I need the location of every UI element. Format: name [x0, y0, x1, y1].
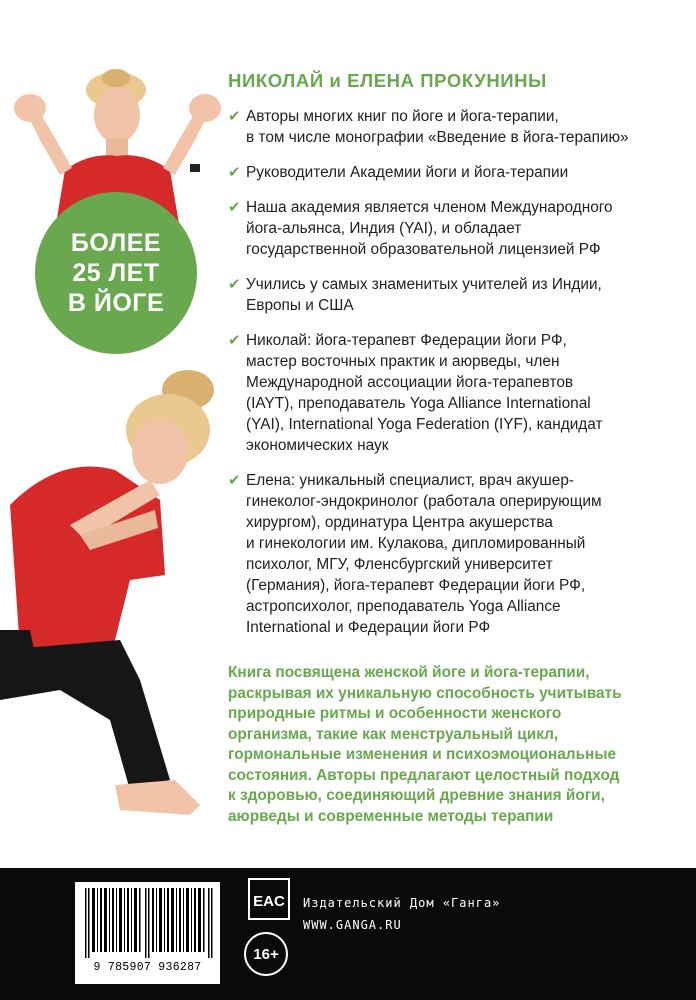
- bullet-line: Руководители Академии йоги и йога-терапии: [246, 164, 569, 181]
- footer-bar: [0, 868, 696, 1000]
- author-photo-elena-pose: [0, 360, 240, 840]
- authors-title: НИКОЛАЙ и ЕЛЕНА ПРОКУНИНЫ: [228, 70, 547, 91]
- bullet-line: Николай: йога-терапевт Федерации йоги РФ,: [246, 332, 567, 349]
- bullet-item: [228, 470, 676, 638]
- bullet-line: гинеколог-эндокринолог (работала оперирующим: [246, 493, 602, 510]
- description-line: Книга посвящена женской йоге и йога-терапии,: [228, 664, 590, 681]
- publisher-url: WWW.GANGA.RU: [303, 918, 402, 932]
- bullet-line: психолог, МГУ, Фленсбургский университет: [246, 556, 553, 573]
- bullet-line: Учились у самых знаменитых учителей из Индии,: [246, 276, 602, 293]
- publisher-info: [303, 892, 500, 936]
- bullet-item: [228, 197, 676, 260]
- description-line: к здоровью, соединяющий древние знания йоги,: [228, 787, 605, 804]
- bullet-line: Международной ассоциации йога-терапевтов: [246, 374, 574, 391]
- bullet-line: экономических наук: [246, 437, 389, 454]
- description-line: раскрывая их уникальную способность учитывать: [228, 684, 622, 702]
- bullet-line: (Германия), йога-терапевт Федерации йоги РФ,: [246, 577, 586, 594]
- bullet-line: в том числе монографии «Введение в йога-терапию»: [246, 129, 629, 146]
- bullet-line: (YAI), International Yoga Federation (IYF), кандидат: [246, 416, 603, 433]
- bullet-line: йога-альянса, Индия (YAI), и обладает: [246, 220, 522, 237]
- check-icon: ✔: [228, 472, 241, 489]
- description-line: гормональные изменения и психоэмоциональные: [228, 746, 617, 763]
- bullet-line: Елена: уникальный специалист, врач акушер-: [246, 472, 575, 489]
- check-icon: ✔: [228, 332, 241, 349]
- description-line: организма, такие как менструальный цикл,: [228, 725, 559, 743]
- experience-badge: [35, 192, 197, 354]
- check-icon: ✔: [228, 108, 241, 125]
- bullet-line: хирургом), ординатура Центра акушерства: [246, 514, 553, 531]
- check-icon: ✔: [228, 199, 241, 216]
- bullet-item: [228, 274, 676, 316]
- barcode-icon: [85, 888, 213, 958]
- bullet-line: и гинекологии им. Кулакова, дипломированный: [246, 535, 586, 552]
- eac-certification-icon: [248, 878, 290, 920]
- isbn-digits: 9 785907 936287: [93, 961, 202, 974]
- authors-bullet-list: [228, 106, 676, 638]
- eac-label: EAC: [253, 893, 285, 910]
- bullet-line: Наша академия является членом Международного: [246, 199, 613, 216]
- publisher-name: Издательский Дом «Ганга»: [303, 896, 501, 910]
- bullet-line: мастер восточных практик и аюрведы, член: [246, 353, 560, 370]
- bullet-item: [228, 330, 676, 456]
- authors-section: [228, 70, 676, 652]
- check-icon: ✔: [228, 276, 241, 293]
- book-description: [228, 663, 678, 827]
- bullet-line: (IAYT), преподаватель Yoga Alliance International: [246, 395, 591, 412]
- check-icon: ✔: [228, 164, 241, 181]
- description-line: аюрведы и современные методы терапии: [228, 807, 554, 825]
- bullet-item: [228, 162, 676, 183]
- description-line: состояния. Авторы предлагают целостный подход: [228, 766, 620, 784]
- age-rating-badge: 16+: [244, 932, 288, 976]
- bullet-line: государственной образовательной лицензией РФ: [246, 241, 601, 258]
- bullet-line: Авторы многих книг по йоге и йога-терапии,: [246, 108, 559, 125]
- bullet-line: International и Федерации йоги РФ: [246, 619, 491, 636]
- badge-line: 25 ЛЕТ: [72, 259, 160, 287]
- bullet-item: [228, 106, 676, 148]
- bullet-line: астропсихолог, преподаватель Yoga Alliance: [246, 598, 561, 615]
- isbn-barcode: [75, 882, 220, 984]
- badge-line: В ЙОГЕ: [67, 289, 165, 317]
- description-line: природные ритмы и особенности женского: [228, 705, 562, 722]
- badge-line: БОЛЕЕ: [70, 229, 162, 257]
- bullet-line: Европы и США: [246, 297, 354, 314]
